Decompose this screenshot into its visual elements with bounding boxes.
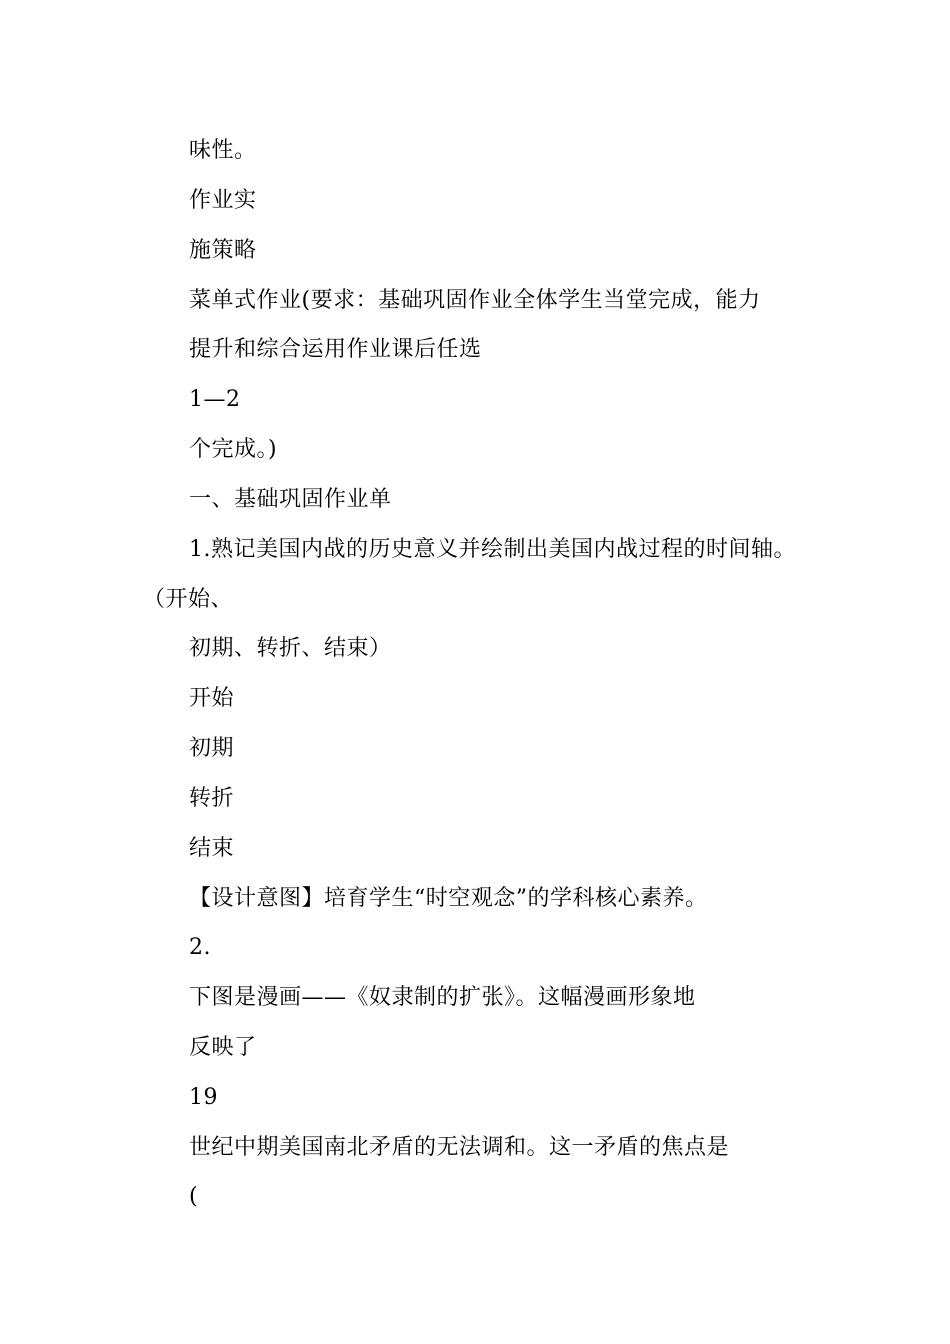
section-heading: 一、基础巩固作业单 xyxy=(189,487,392,512)
text-line-18: 下图是漫画——《奴隶制的扩张》。这幅漫画形象地 xyxy=(189,985,696,1010)
text-line-10: （开始、 xyxy=(143,587,234,612)
text-line-7: 个完成。) xyxy=(189,437,278,462)
text-line-20: 19 xyxy=(189,1085,218,1110)
text-line-5: 提升和综合运用作业课后任选 xyxy=(189,337,482,362)
text-line-22: ( xyxy=(189,1184,199,1209)
text-line-3: 施策略 xyxy=(189,238,257,263)
text-line-19: 反映了 xyxy=(189,1035,257,1060)
timeline-label-end: 结束 xyxy=(189,836,235,861)
timeline-label-turning: 转折 xyxy=(189,786,235,811)
text-line-17: 2. xyxy=(189,935,211,960)
text-line-1: 味性。 xyxy=(189,138,257,163)
text-line-21: 世纪中期美国南北矛盾的无法调和。这一矛盾的焦点是 xyxy=(189,1135,730,1160)
timeline-label-start: 开始 xyxy=(189,686,235,711)
text-line-9: 1.熟记美国内战的历史意义并绘制出美国内战过程的时间轴。 xyxy=(189,537,796,562)
text-line-4: 菜单式作业(要求：基础巩固作业全体学生当堂完成，能力 xyxy=(189,288,761,313)
timeline-label-early: 初期 xyxy=(189,736,235,761)
design-intent: 【设计意图】培育学生“时空观念”的学科核心素养。 xyxy=(189,886,708,911)
text-line-11: 初期、转折、结束） xyxy=(189,636,392,661)
text-line-6: 1—2 xyxy=(189,387,241,412)
text-line-2: 作业实 xyxy=(189,188,257,213)
